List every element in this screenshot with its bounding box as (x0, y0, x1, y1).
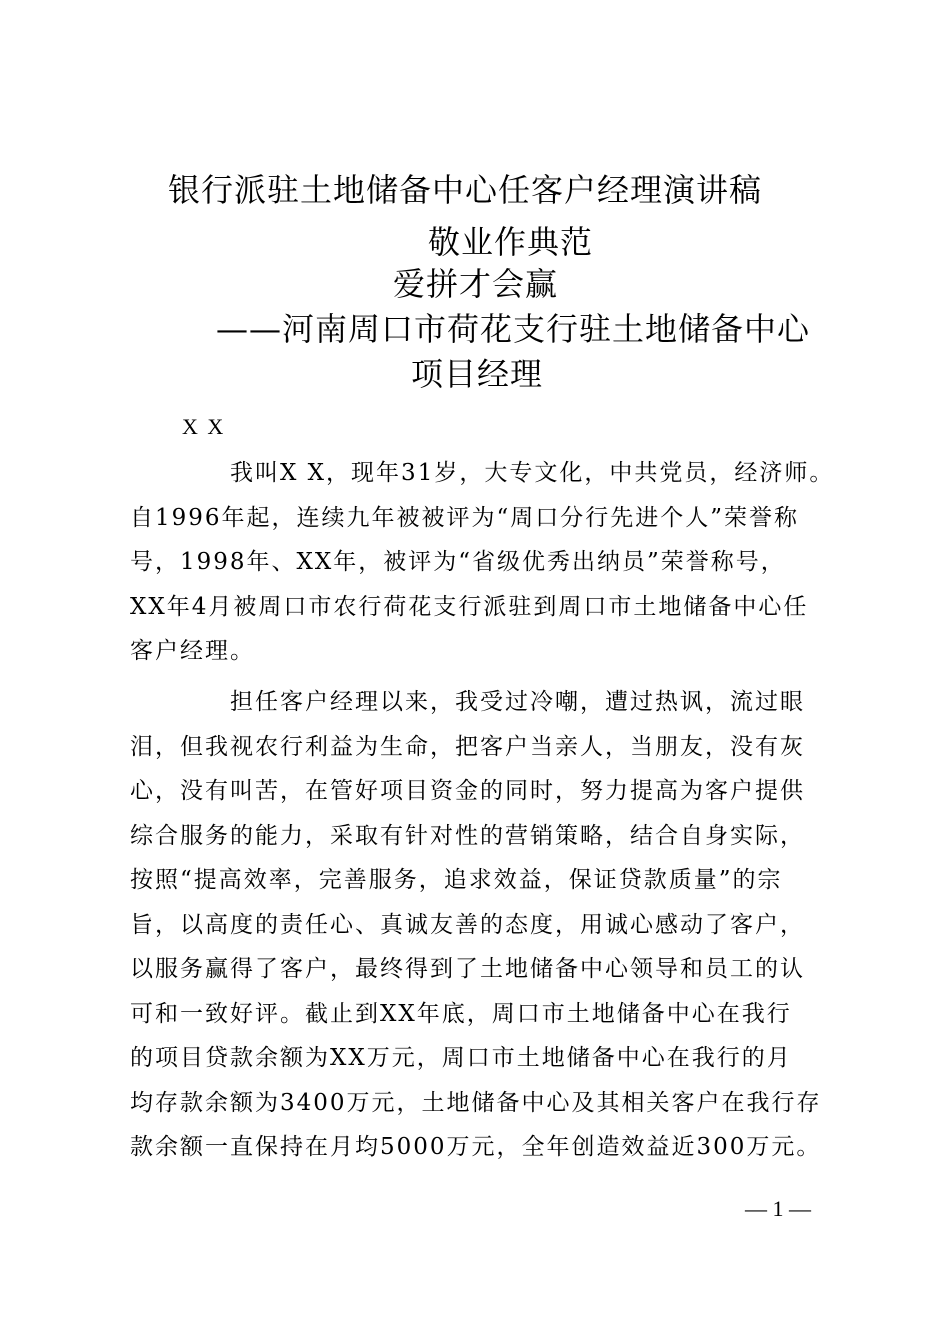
subtitle-line-3: ——河南周口市荷花支行驻土地储备中心 (216, 310, 811, 348)
page-number: — 1 — (745, 1196, 811, 1221)
paragraph-line: 客户经理。 (130, 638, 255, 664)
paragraph-line: 泪，但我视农行利益为生命，把客户当亲人，当朋友，没有灰 (130, 733, 805, 760)
document-title: 银行派驻土地储备中心任客户经理演讲稿 (168, 171, 763, 209)
paragraph-line: 以服务赢得了客户，最终得到了土地储备中心领导和员工的认 (130, 956, 805, 982)
author-name: X X (182, 414, 226, 439)
paragraph-2 (130, 680, 820, 1170)
paragraph-line: 按照“提高效率，完善服务，追求效益，保证贷款质量”的宗 (130, 867, 783, 893)
paragraph-1 (130, 451, 835, 674)
paragraph-line: 自1996年起，连续九年被被评为“周口分行先进个人”荣誉称 (130, 504, 800, 531)
subtitle-line-2: 爱拼才会赢 (393, 265, 559, 303)
paragraph-line: 心，没有叫苦，在管好项目资金的同时，努力提高为客户提供 (130, 778, 805, 804)
paragraph-line: XX年4月被周口市农行荷花支行派驻到周口市土地储备中心任 (130, 593, 809, 620)
paragraph-line: 均存款余额为3400万元，土地储备中心及其相关客户在我行存 (130, 1089, 822, 1116)
paragraph-line: 担任客户经理以来，我受过冷嘲，遭过热讽，流过眼 (230, 689, 805, 715)
paragraph-line: 综合服务的能力，采取有针对性的营销策略，结合自身实际， (130, 822, 805, 849)
paragraph-line: 我叫X X，现年31岁，大专文化，中共党员，经济师。 (230, 460, 835, 486)
paragraph-line: 可和一致好评。截止到XX年底，周口市土地储备中心在我行 (130, 1000, 792, 1027)
paragraph-line: 号，1998年、XX年，被评为“省级优秀出纳员”荣誉称号， (130, 549, 786, 575)
subtitle-line-4: 项目经理 (411, 355, 544, 393)
paragraph-line: 的项目贷款余额为XX万元，周口市土地储备中心在我行的月 (130, 1045, 792, 1071)
paragraph-line: 款余额一直保持在月均5000万元，全年创造效益近300万元。 (130, 1134, 822, 1160)
paragraph-line: 旨，以高度的责任心、真诚友善的态度，用诚心感动了客户， (130, 911, 805, 938)
subtitle-line-1: 敬业作典范 (428, 223, 594, 261)
